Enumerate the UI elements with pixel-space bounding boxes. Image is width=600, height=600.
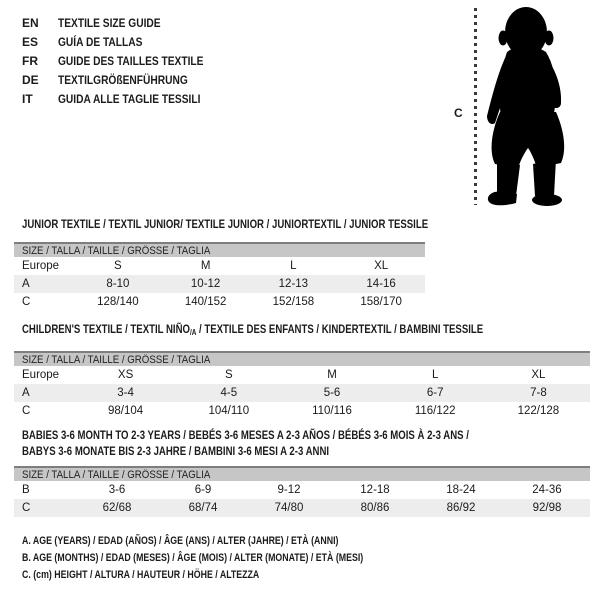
- size-header-bar: [14, 466, 590, 481]
- row-label: C: [22, 502, 31, 514]
- table-row: [14, 293, 425, 311]
- language-title: GUIDE DES TAILLES TEXTILE: [58, 53, 204, 68]
- size-header-text: SIZE / TALLA / TAILLE / GRÖSSE / TAGLIA: [22, 469, 211, 481]
- row-label: Europe: [22, 260, 60, 272]
- language-title-list: [22, 13, 229, 108]
- language-row-fr: [22, 51, 229, 70]
- language-code: IT: [22, 91, 33, 106]
- table-row: [14, 481, 590, 499]
- size-cell: XL: [531, 369, 546, 381]
- age-cell: 10-12: [190, 278, 221, 290]
- language-code: EN: [22, 15, 39, 30]
- age-cell: 24-36: [532, 484, 562, 496]
- table-row: [14, 257, 425, 275]
- row-label: Europe: [22, 369, 60, 381]
- children-title-suffix: / TEXTILE DES ENFANTS / KINDERTEXTIL / BAMBINI TESSILE: [196, 322, 484, 336]
- babies-size-table: [14, 466, 590, 517]
- age-cell: 7-8: [530, 387, 547, 399]
- size-header-text: SIZE / TALLA / TAILLE / GRÖSSE / TAGLIA: [22, 354, 211, 366]
- height-cell: 128/140: [97, 296, 139, 308]
- table-row: [14, 402, 590, 420]
- size-cell: S: [224, 369, 233, 381]
- height-cell: 140/152: [184, 296, 227, 308]
- height-cell: 80/86: [360, 502, 390, 514]
- size-cell: XL: [374, 260, 389, 272]
- language-title: TEXTILGRÖßENFÜHRUNG: [58, 72, 188, 87]
- height-cell: 116/122: [414, 405, 456, 417]
- junior-section-title: [22, 217, 530, 231]
- age-cell: 8-10: [106, 278, 130, 290]
- height-cell: 122/128: [517, 405, 560, 417]
- language-row-it: [22, 89, 229, 108]
- language-row-de: [22, 70, 229, 89]
- age-cell: 4-5: [220, 387, 238, 399]
- age-cell: 12-18: [360, 484, 390, 496]
- language-row-en: [22, 13, 229, 32]
- table-row: [14, 499, 590, 517]
- row-label: B: [22, 484, 30, 496]
- height-cell: 152/158: [272, 296, 315, 308]
- figure-height-label: C: [454, 106, 463, 120]
- table-row: [14, 275, 425, 293]
- height-cell: 62/68: [102, 502, 132, 514]
- table-row: [14, 366, 590, 384]
- size-header-bar: [14, 351, 590, 366]
- language-code: ES: [22, 34, 39, 49]
- language-title: GUIDA ALLE TAGLIE TESSILI: [58, 91, 201, 106]
- measurement-legend: [22, 533, 449, 584]
- row-label: C: [22, 405, 31, 417]
- age-cell: 5-6: [323, 387, 341, 399]
- legend-line-c: C. (cm) HEIGHT / ALTURA / HAUTEUR / HÖHE / ALTEZZA: [22, 569, 260, 581]
- language-code: FR: [22, 53, 38, 68]
- age-cell: 6-7: [426, 387, 444, 399]
- height-cell: 98/104: [108, 405, 144, 417]
- junior-size-table: [14, 242, 425, 311]
- size-header-bar: [14, 242, 425, 257]
- legend-line-b: B. AGE (MONTHS) / EDAD (MESES) / ÂGE (MOIS) / ALTER (MONATE) / ETÀ (MESI): [22, 552, 364, 564]
- language-title: GUÍA DE TALLAS: [58, 34, 143, 49]
- height-cell: 74/80: [274, 502, 304, 514]
- children-title-prefix: CHILDREN'S TEXTILE / TEXTIL NIÑO: [22, 322, 190, 336]
- height-cell: 104/110: [208, 405, 250, 417]
- age-cell: 18-24: [446, 484, 476, 496]
- children-section-title-text: [22, 322, 483, 337]
- age-cell: 9-12: [277, 484, 301, 496]
- babies-title-line2: BABYS 3-6 MONATE BIS 2-3 JAHRE / BAMBINI 3-6 MESI A 2-3 ANNI: [22, 444, 330, 458]
- age-cell: 3-6: [108, 484, 126, 496]
- height-cell: 86/92: [446, 502, 476, 514]
- height-cell: 110/116: [312, 405, 352, 417]
- age-cell: 6-9: [194, 484, 212, 496]
- size-cell: S: [114, 260, 122, 272]
- size-header-text: SIZE / TALLA / TAILLE / GRÖSSE / TAGLIA: [22, 245, 211, 257]
- size-cell: M: [200, 260, 211, 272]
- height-cell: 92/98: [532, 502, 562, 514]
- age-cell: 14-16: [366, 278, 396, 290]
- language-title: TEXTILE SIZE GUIDE: [58, 15, 161, 30]
- height-cell: 68/74: [188, 502, 218, 514]
- size-cell: L: [290, 260, 297, 272]
- row-label: A: [22, 278, 30, 290]
- age-cell: 3-4: [117, 387, 134, 399]
- age-cell: 12-13: [278, 278, 309, 290]
- table-row: [14, 384, 590, 402]
- children-title-subscript: /A: [189, 328, 197, 337]
- babies-section-title: [22, 427, 581, 459]
- size-cell: XS: [117, 369, 134, 381]
- toddler-silhouette-icon: [487, 4, 599, 207]
- children-section-title: [22, 322, 598, 337]
- children-size-table: [14, 351, 590, 420]
- legend-line-a: A. AGE (YEARS) / EDAD (AÑOS) / ÂGE (ANS) / ALTER (JAHRE) / ETÀ (ANNI): [22, 535, 339, 547]
- row-label: A: [22, 387, 30, 399]
- language-code: DE: [22, 72, 39, 87]
- row-label: C: [22, 296, 31, 308]
- language-row-es: [22, 32, 229, 51]
- size-cell: M: [327, 369, 337, 381]
- size-cell: L: [432, 369, 439, 381]
- height-cell: 158/170: [360, 296, 402, 308]
- babies-title-line1: BABIES 3-6 MONTH TO 2-3 YEARS / BEBÉS 3-6 MESES A 2-3 AÑOS / BÉBÉS 3-6 MOIS À 2-3 ANS /: [22, 428, 469, 442]
- height-measure-dashed-line: [474, 8, 477, 205]
- junior-section-title-text: JUNIOR TEXTILE / TEXTIL JUNIOR/ TEXTILE JUNIOR / JUNIORTEXTIL / JUNIOR TESSILE: [22, 217, 429, 231]
